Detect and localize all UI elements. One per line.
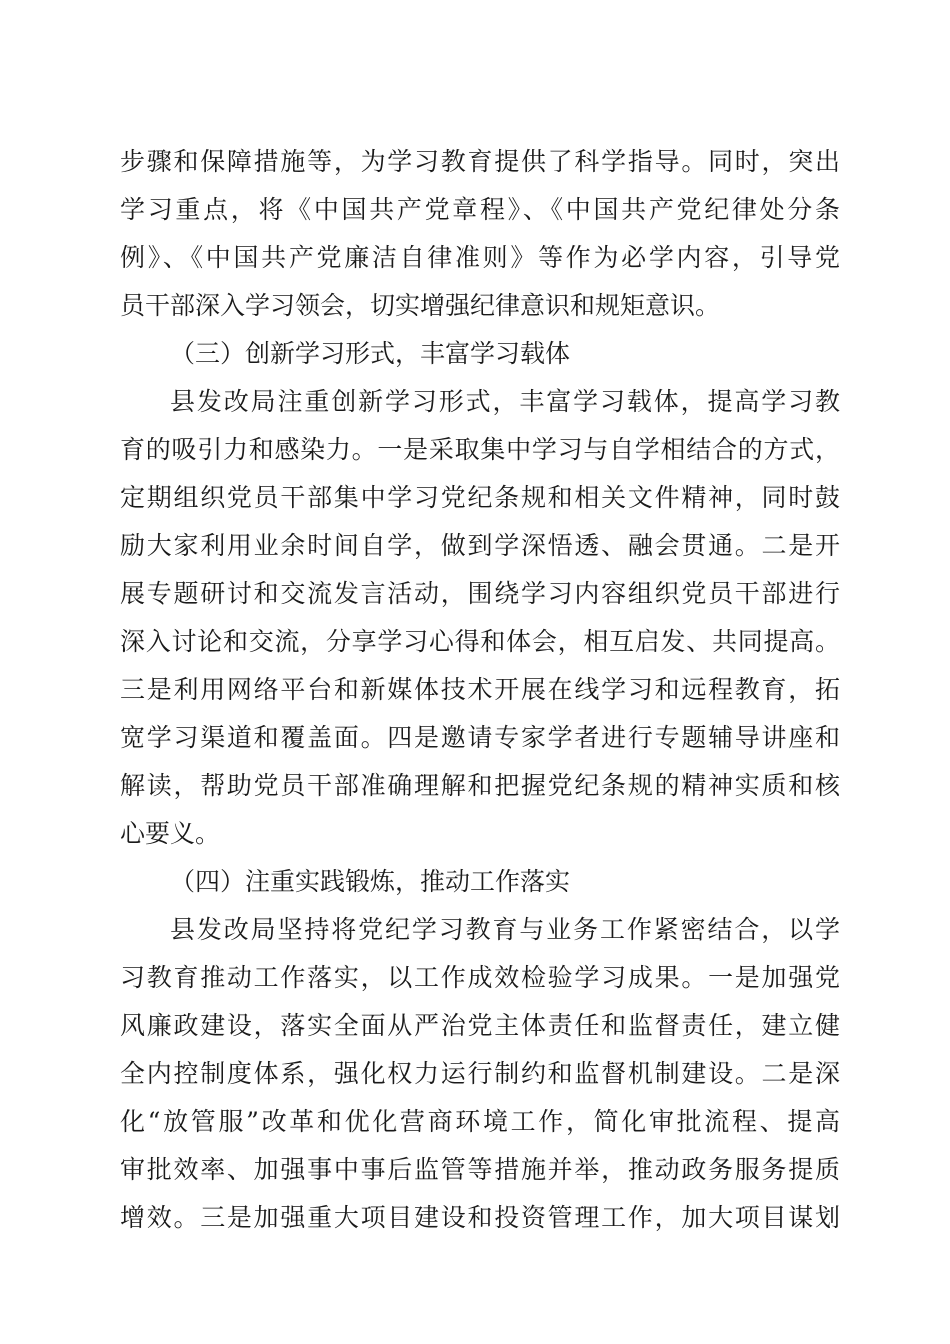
paragraph-line: 三是利用网络平台和新媒体技术开展在线学习和远程教育，拓 bbox=[120, 675, 840, 704]
paragraph-line: 育的吸引力和感染力。一是采取集中学习与自学相结合的方式， bbox=[120, 435, 840, 464]
section-heading-3: （三）创新学习形式，丰富学习载体 bbox=[170, 339, 571, 368]
paragraph-line: 学习重点，将《中国共产党章程》、《中国共产党纪律处分条 bbox=[120, 195, 840, 224]
paragraph-line: 例》、《中国共产党廉洁自律准则》等作为必学内容，引导党 bbox=[120, 243, 840, 272]
paragraph-line: 风廉政建设，落实全面从严治党主体责任和监督责任，建立健 bbox=[120, 1011, 840, 1040]
paragraph-line: 县发改局坚持将党纪学习教育与业务工作紧密结合，以学 bbox=[170, 915, 840, 944]
paragraph-line: 全内控制度体系，强化权力运行制约和监督机制建设。二是深 bbox=[120, 1059, 840, 1088]
paragraph-line: 化“放管服”改革和优化营商环境工作，简化审批流程、提高 bbox=[120, 1107, 840, 1136]
paragraph-line: 解读，帮助党员干部准确理解和把握党纪条规的精神实质和核 bbox=[120, 771, 840, 800]
paragraph-line: 员干部深入学习领会，切实增强纪律意识和规矩意识。 bbox=[120, 291, 721, 320]
paragraph-line: 定期组织党员干部集中学习党纪条规和相关文件精神，同时鼓 bbox=[120, 483, 840, 512]
paragraph-line: 增效。三是加强重大项目建设和投资管理工作，加大项目谋划 bbox=[120, 1203, 840, 1232]
section-heading-4: （四）注重实践锻炼，推动工作落实 bbox=[170, 867, 571, 896]
paragraph-line: 习教育推动工作落实，以工作成效检验学习成果。一是加强党 bbox=[120, 963, 840, 992]
paragraph-line: 深入讨论和交流，分享学习心得和体会，相互启发、共同提高。 bbox=[120, 627, 840, 656]
paragraph-line: 心要义。 bbox=[120, 819, 221, 848]
paragraph-line: 宽学习渠道和覆盖面。四是邀请专家学者进行专题辅导讲座和 bbox=[120, 723, 840, 752]
paragraph-line: 县发改局注重创新学习形式，丰富学习载体，提高学习教 bbox=[170, 387, 840, 416]
paragraph-line: 展专题研讨和交流发言活动，围绕学习内容组织党员干部进行 bbox=[120, 579, 840, 608]
paragraph-line: 步骤和保障措施等，为学习教育提供了科学指导。同时，突出 bbox=[120, 147, 840, 176]
paragraph-line: 励大家利用业余时间自学，做到学深悟透、融会贯通。二是开 bbox=[120, 531, 840, 560]
paragraph-line: 审批效率、加强事中事后监管等措施并举，推动政务服务提质 bbox=[120, 1155, 840, 1184]
